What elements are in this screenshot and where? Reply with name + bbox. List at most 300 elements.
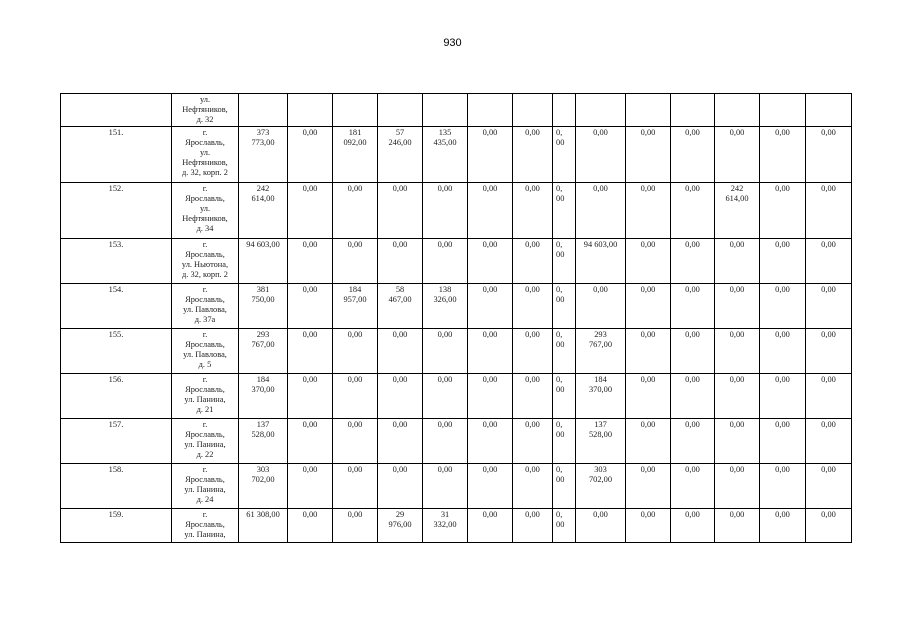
value-cell (378, 329, 423, 374)
value-cell-text: 0,00 (347, 510, 363, 519)
value-cell-text: 0,00 (302, 184, 318, 193)
value-cell-text: 303 702,00 (588, 465, 613, 484)
address-cell-text: г. Ярославль, ул. Панина, (184, 510, 226, 539)
value-cell-text: 137 528,00 (251, 420, 275, 439)
address-cell (172, 94, 239, 127)
value-cell (513, 284, 553, 329)
value-cell (423, 183, 468, 239)
value-cell (288, 127, 333, 183)
value-cell (806, 239, 852, 284)
value-cell-text: 0,00 (821, 240, 836, 249)
value-cell (553, 374, 576, 419)
value-cell-text: 0,00 (482, 128, 498, 137)
row-number-cell-text: 158. (108, 465, 124, 474)
value-cell (626, 284, 671, 329)
value-cell-text: 0,00 (392, 420, 408, 429)
value-cell-text: 0,00 (685, 375, 700, 384)
value-cell (468, 329, 513, 374)
value-cell (715, 127, 760, 183)
value-cell-text: 0,00 (392, 375, 408, 384)
value-cell-text: 0,00 (302, 128, 318, 137)
value-cell-text: 0,00 (437, 330, 453, 339)
value-cell-text: 0,00 (437, 375, 453, 384)
row-number-cell (61, 509, 172, 543)
value-cell-text: 0,00 (525, 128, 540, 137)
value-cell (806, 183, 852, 239)
value-cell-text: 293 767,00 (251, 330, 275, 349)
value-cell-text: 0,00 (685, 128, 700, 137)
value-cell (288, 464, 333, 509)
value-cell-text: 0, 00 (556, 510, 565, 529)
value-cell-text: 94 603,00 (246, 240, 280, 249)
value-cell (671, 183, 715, 239)
value-cell (760, 509, 806, 543)
value-cell-text: 0,00 (347, 375, 363, 384)
value-cell (288, 183, 333, 239)
value-cell-text: 0,00 (775, 510, 790, 519)
address-cell-text: г. Ярославль, ул. Павлова, д. 5 (183, 330, 227, 369)
value-cell-text: 0,00 (302, 330, 318, 339)
value-cell-text: 0,00 (525, 184, 540, 193)
value-cell (760, 419, 806, 464)
value-cell-text: 0,00 (685, 184, 700, 193)
value-cell-text: 0,00 (392, 240, 408, 249)
value-cell-text: 0,00 (302, 465, 318, 474)
value-cell (576, 509, 626, 543)
value-cell-text: 0,00 (775, 465, 790, 474)
address-cell-text: г. Ярославль, ул. Ньютона, д. 32, корп. 2 (181, 240, 229, 279)
address-cell (172, 464, 239, 509)
value-cell-text: 0,00 (640, 184, 656, 193)
value-cell (715, 239, 760, 284)
value-cell (715, 464, 760, 509)
value-cell-text: 0,00 (482, 184, 498, 193)
value-cell (513, 464, 553, 509)
value-cell-text: 0, 00 (556, 465, 565, 484)
address-cell-text: г. Ярославль, ул. Панина, д. 21 (184, 375, 226, 414)
value-cell-text: 0,00 (347, 330, 363, 339)
value-cell (671, 464, 715, 509)
value-cell-text: 0,00 (525, 240, 540, 249)
value-cell-text: 0,00 (640, 420, 656, 429)
value-cell-text: 0, 00 (556, 128, 565, 147)
value-cell (513, 127, 553, 183)
value-cell-text: 135 435,00 (433, 128, 457, 147)
value-cell (239, 284, 288, 329)
table-row (61, 127, 852, 183)
value-cell-text: 94 603,00 (583, 240, 618, 249)
address-cell (172, 127, 239, 183)
value-cell-text: 373 773,00 (251, 128, 275, 147)
row-number-cell-text: 156. (108, 375, 124, 384)
value-cell (806, 94, 852, 127)
value-cell-text: 0,00 (685, 420, 700, 429)
value-cell (671, 239, 715, 284)
value-cell (671, 509, 715, 543)
value-cell (423, 284, 468, 329)
row-number-cell (61, 183, 172, 239)
address-cell (172, 284, 239, 329)
row-number-cell-text: 151. (108, 128, 124, 137)
value-cell (239, 374, 288, 419)
value-cell-text: 242 614,00 (725, 184, 749, 203)
value-cell (239, 239, 288, 284)
table-row (61, 183, 852, 239)
value-cell (806, 419, 852, 464)
row-number-cell-text: 155. (108, 330, 124, 339)
value-cell-text: 184 957,00 (343, 285, 367, 304)
value-cell-text: 0,00 (775, 420, 790, 429)
value-cell (513, 374, 553, 419)
table-row (61, 239, 852, 284)
value-cell-text: 0,00 (482, 285, 498, 294)
value-cell (760, 284, 806, 329)
value-cell (715, 509, 760, 543)
address-cell (172, 509, 239, 543)
table-row (61, 509, 852, 543)
value-cell-text: 0,00 (347, 184, 363, 193)
address-cell (172, 239, 239, 284)
value-cell (760, 239, 806, 284)
value-cell (333, 94, 378, 127)
address-cell-text: г. Ярославль, ул. Панина, д. 24 (184, 465, 226, 504)
value-cell-text: 0, 00 (556, 285, 565, 304)
value-cell (288, 284, 333, 329)
value-cell (333, 464, 378, 509)
value-cell-text: 0,00 (775, 330, 790, 339)
table-row (61, 374, 852, 419)
value-cell-text: 0,00 (729, 465, 745, 474)
value-cell-text: 184 370,00 (251, 375, 275, 394)
address-cell (172, 419, 239, 464)
value-cell (288, 374, 333, 419)
value-cell-text: 0,00 (729, 330, 745, 339)
value-cell-text: 0,00 (593, 285, 608, 294)
value-cell-text: 0,00 (821, 375, 836, 384)
value-cell (378, 374, 423, 419)
value-cell (576, 284, 626, 329)
value-cell-text: 0,00 (729, 285, 745, 294)
value-cell (626, 464, 671, 509)
value-cell-text: 0,00 (685, 240, 700, 249)
value-cell-text: 58 467,00 (388, 285, 412, 304)
value-cell-text: 0,00 (685, 465, 700, 474)
value-cell (671, 329, 715, 374)
value-cell-text: 0,00 (302, 285, 318, 294)
value-cell-text: 0,00 (821, 184, 836, 193)
value-cell-text: 0,00 (525, 330, 540, 339)
value-cell (626, 509, 671, 543)
row-number-cell-text: 159. (108, 510, 124, 519)
value-cell-text: 181 092,00 (343, 128, 367, 147)
value-cell (760, 329, 806, 374)
value-cell-text: 0, 00 (556, 420, 565, 439)
row-number-cell (61, 464, 172, 509)
value-cell-text: 31 332,00 (433, 510, 457, 529)
table-row (61, 329, 852, 374)
value-cell (760, 183, 806, 239)
value-cell-text: 0,00 (821, 465, 836, 474)
table-row (61, 464, 852, 509)
value-cell (806, 284, 852, 329)
value-cell-text: 303 702,00 (251, 465, 275, 484)
value-cell (468, 239, 513, 284)
table-row (61, 94, 852, 127)
value-cell (671, 419, 715, 464)
value-cell-text: 0,00 (302, 420, 318, 429)
address-cell (172, 329, 239, 374)
value-cell-text: 0, 00 (556, 330, 565, 349)
value-cell (468, 509, 513, 543)
value-cell (806, 509, 852, 543)
value-cell (333, 329, 378, 374)
value-cell (671, 94, 715, 127)
value-cell (553, 239, 576, 284)
address-cell-text: г. Ярославль, ул. Нефтяников, д. 34 (182, 184, 228, 233)
address-cell-text: г. Ярославль, ул. Панина, д. 22 (184, 420, 226, 459)
value-cell-text: 0,00 (392, 184, 408, 193)
value-cell (423, 419, 468, 464)
value-cell (553, 94, 576, 127)
value-cell (378, 419, 423, 464)
value-cell-text: 0,00 (729, 420, 745, 429)
value-cell-text: 0,00 (821, 285, 836, 294)
value-cell (378, 94, 423, 127)
value-cell-text: 0,00 (775, 375, 790, 384)
value-cell-text: 0, 00 (556, 375, 565, 394)
value-cell (333, 419, 378, 464)
value-cell (468, 183, 513, 239)
value-cell-text: 57 246,00 (388, 128, 412, 147)
value-cell (576, 374, 626, 419)
value-cell-text: 0,00 (437, 240, 453, 249)
value-cell (715, 284, 760, 329)
value-cell-text: 0,00 (392, 330, 408, 339)
value-cell-text: 0,00 (347, 240, 363, 249)
value-cell (806, 374, 852, 419)
value-cell (626, 183, 671, 239)
value-cell (378, 183, 423, 239)
value-cell-text: 0,00 (593, 128, 608, 137)
value-cell (288, 419, 333, 464)
value-cell (760, 374, 806, 419)
value-cell-text: 0,00 (302, 510, 318, 519)
value-cell-text: 137 528,00 (588, 420, 613, 439)
value-cell-text: 0,00 (821, 330, 836, 339)
value-cell-text: 0,00 (685, 285, 700, 294)
value-cell (239, 509, 288, 543)
row-number-cell-text: 152. (108, 184, 124, 193)
value-cell (553, 464, 576, 509)
value-cell (239, 419, 288, 464)
value-cell-text: 0,00 (729, 510, 745, 519)
value-cell (423, 329, 468, 374)
value-cell (333, 239, 378, 284)
address-cell-text: г. Ярославль, ул. Павлова, д. 37а (183, 285, 227, 324)
value-cell (715, 183, 760, 239)
value-cell (423, 509, 468, 543)
value-cell (513, 239, 553, 284)
value-cell-text: 0,00 (640, 465, 656, 474)
value-cell-text: 0, 00 (556, 240, 565, 259)
value-cell-text: 0,00 (821, 128, 836, 137)
value-cell-text: 0,00 (525, 420, 540, 429)
table-row (61, 284, 852, 329)
value-cell (806, 464, 852, 509)
value-cell-text: 0,00 (302, 375, 318, 384)
value-cell (626, 94, 671, 127)
value-cell (333, 183, 378, 239)
value-cell-text: 0,00 (482, 420, 498, 429)
value-cell-text: 0,00 (525, 465, 540, 474)
value-cell (239, 127, 288, 183)
value-cell-text: 0,00 (729, 240, 745, 249)
value-cell (239, 329, 288, 374)
row-number-cell-text: 157. (108, 420, 124, 429)
value-cell-text: 0,00 (685, 510, 700, 519)
value-cell (626, 239, 671, 284)
value-cell (671, 374, 715, 419)
row-number-cell (61, 419, 172, 464)
value-cell-text: 0,00 (437, 465, 453, 474)
row-number-cell-text: 154. (108, 285, 124, 294)
value-cell-text: 0,00 (775, 184, 790, 193)
value-cell (760, 94, 806, 127)
value-cell-text: 0,00 (525, 510, 540, 519)
value-cell (626, 419, 671, 464)
value-cell (513, 509, 553, 543)
value-cell (513, 94, 553, 127)
value-cell-text: 293 767,00 (588, 330, 613, 349)
value-cell-text: 0,00 (482, 240, 498, 249)
row-number-cell (61, 284, 172, 329)
value-cell (513, 419, 553, 464)
value-cell (333, 127, 378, 183)
value-cell (378, 239, 423, 284)
value-cell (513, 183, 553, 239)
value-cell-text: 0,00 (640, 128, 656, 137)
value-cell (576, 239, 626, 284)
value-cell-text: 0,00 (593, 184, 608, 193)
value-cell-text: 0,00 (729, 375, 745, 384)
value-cell (626, 127, 671, 183)
value-cell-text: 0,00 (525, 285, 540, 294)
value-cell (553, 284, 576, 329)
value-cell-text: 0,00 (482, 465, 498, 474)
value-cell (468, 464, 513, 509)
row-number-cell (61, 94, 172, 127)
value-cell-text: 0,00 (640, 240, 656, 249)
value-cell-text: 0,00 (685, 330, 700, 339)
value-cell (576, 329, 626, 374)
value-cell (806, 127, 852, 183)
value-cell (423, 464, 468, 509)
page-number: 930 (443, 37, 462, 49)
value-cell-text: 0,00 (593, 510, 608, 519)
value-cell (239, 94, 288, 127)
address-cell (172, 374, 239, 419)
value-cell-text: 184 370,00 (588, 375, 613, 394)
value-cell (423, 94, 468, 127)
value-cell (553, 183, 576, 239)
value-cell-text: 0,00 (525, 375, 540, 384)
row-number-cell (61, 329, 172, 374)
row-number-cell-text: 153. (108, 240, 124, 249)
value-cell-text: 0,00 (640, 285, 656, 294)
value-cell (468, 419, 513, 464)
value-cell-text: 0,00 (775, 128, 790, 137)
value-cell (288, 509, 333, 543)
row-number-cell (61, 374, 172, 419)
value-cell-text: 0,00 (821, 420, 836, 429)
value-cell (760, 127, 806, 183)
value-cell (333, 284, 378, 329)
value-cell-text: 0,00 (347, 420, 363, 429)
value-cell (468, 94, 513, 127)
value-cell (288, 239, 333, 284)
value-cell (553, 509, 576, 543)
value-cell-text: 0,00 (640, 510, 656, 519)
value-cell-text: 0,00 (437, 184, 453, 193)
value-cell (468, 284, 513, 329)
value-cell (671, 127, 715, 183)
value-cell (553, 419, 576, 464)
value-cell (239, 464, 288, 509)
value-cell (378, 284, 423, 329)
value-cell-text: 0,00 (729, 128, 745, 137)
value-cell-text: 61 308,00 (246, 510, 280, 519)
value-cell (378, 464, 423, 509)
value-cell (423, 239, 468, 284)
value-cell-text: 0,00 (347, 465, 363, 474)
value-cell (626, 329, 671, 374)
value-cell-text: 0,00 (302, 240, 318, 249)
value-cell (576, 94, 626, 127)
value-cell-text: 0,00 (392, 465, 408, 474)
value-cell-text: 29 976,00 (388, 510, 412, 529)
value-cell-text: 381 750,00 (251, 285, 275, 304)
value-cell (671, 284, 715, 329)
value-cell (333, 374, 378, 419)
value-cell-text: 0,00 (482, 330, 498, 339)
value-cell (423, 127, 468, 183)
value-cell-text: 0,00 (437, 420, 453, 429)
value-cell-text: 0, 00 (556, 184, 565, 203)
value-cell (468, 127, 513, 183)
value-cell-text: 242 614,00 (251, 184, 275, 203)
value-cell (553, 329, 576, 374)
table-row (61, 419, 852, 464)
value-cell (378, 127, 423, 183)
value-cell (423, 374, 468, 419)
value-cell (576, 464, 626, 509)
value-cell-text: 0,00 (482, 510, 498, 519)
data-table (60, 93, 852, 543)
value-cell (576, 127, 626, 183)
value-cell (468, 374, 513, 419)
value-cell-text: 0,00 (775, 240, 790, 249)
value-cell-text: 0,00 (640, 375, 656, 384)
value-cell (715, 374, 760, 419)
value-cell-text: 0,00 (821, 510, 836, 519)
value-cell (715, 329, 760, 374)
value-cell (288, 329, 333, 374)
value-cell (576, 419, 626, 464)
value-cell (239, 183, 288, 239)
value-cell (715, 419, 760, 464)
value-cell (626, 374, 671, 419)
value-cell (760, 464, 806, 509)
